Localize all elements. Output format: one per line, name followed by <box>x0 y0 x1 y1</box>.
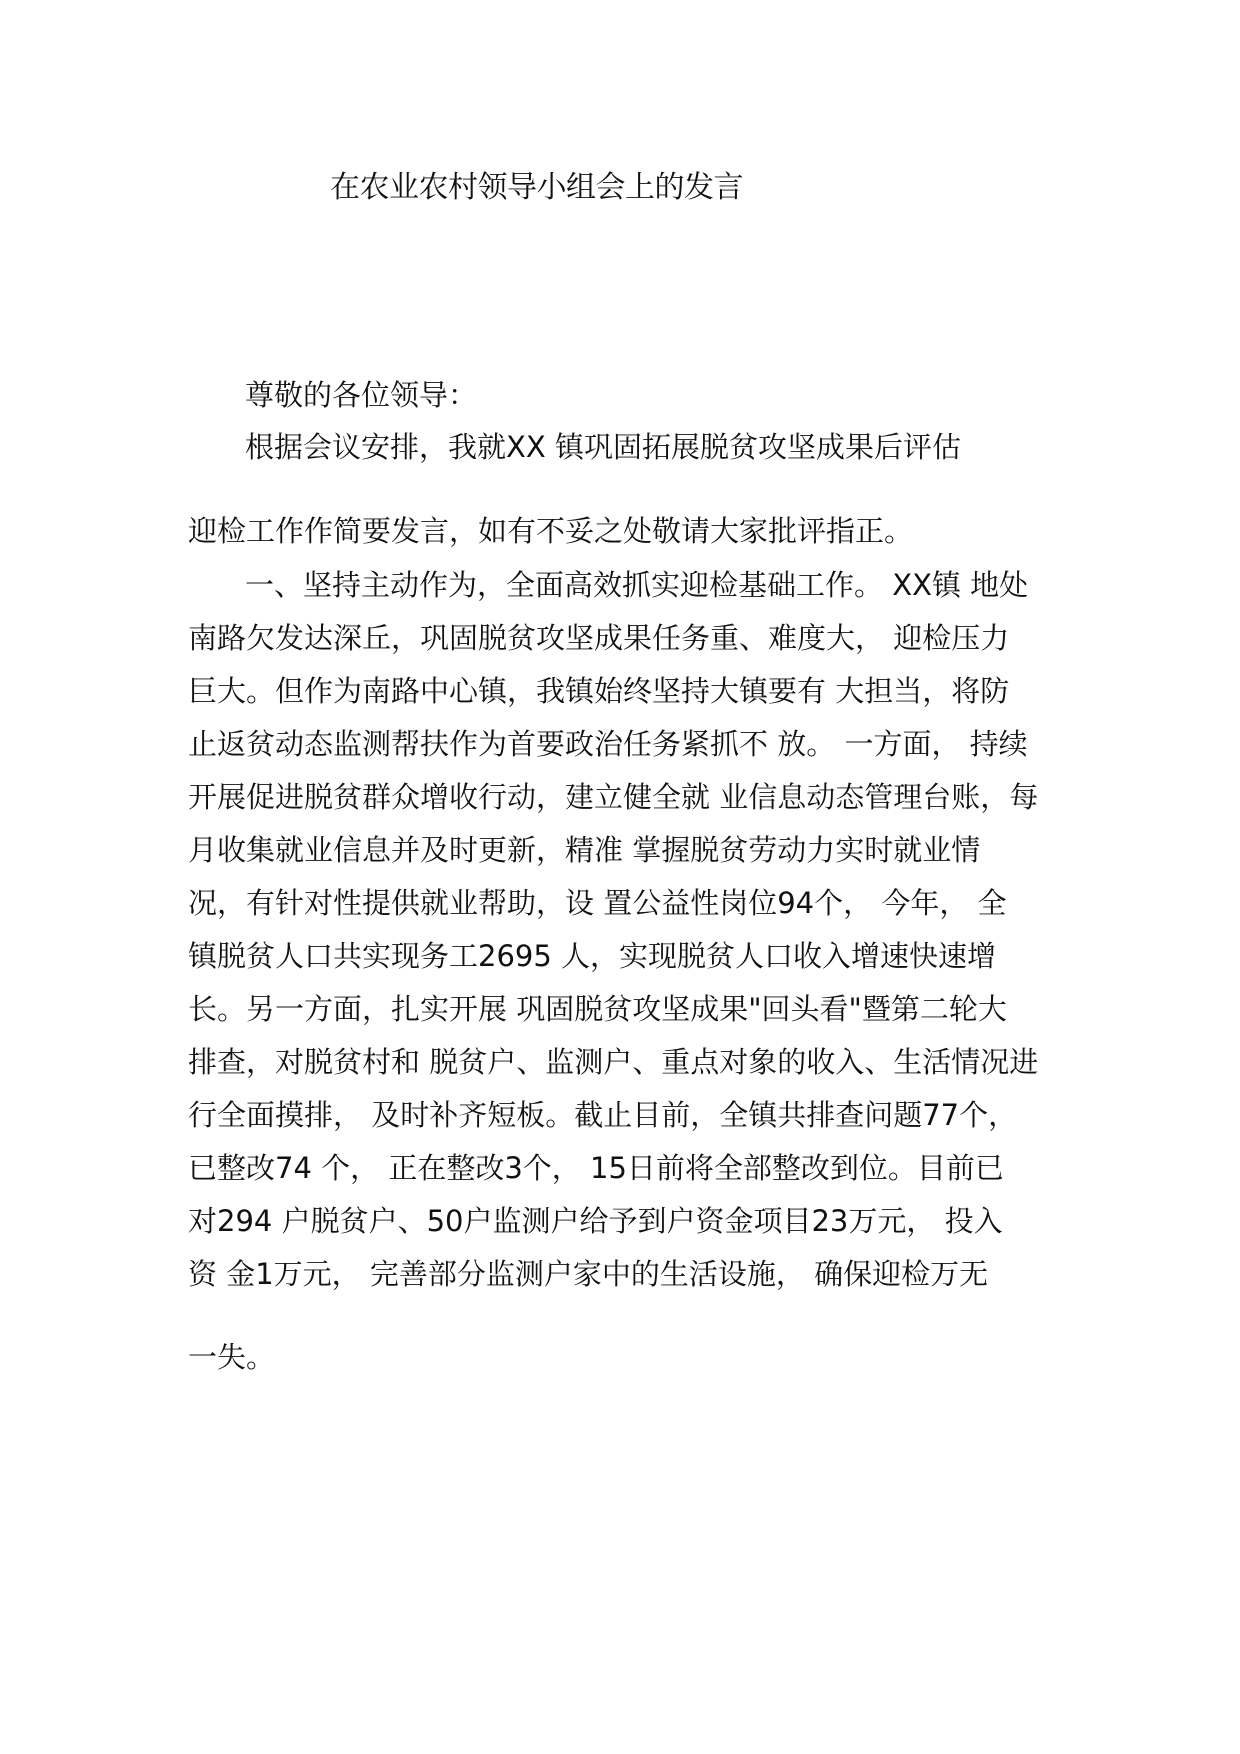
paragraph-line: 对294 户脱贫户、50户监测户给予到户资金项目23万元， 投入 <box>188 1204 1003 1238</box>
paragraph-line: 排查，对脱贫村和 脱贫户、监测户、重点对象的收入、生活情况进 <box>188 1045 1039 1079</box>
paragraph-line: 根据会议安排，我就XX 镇巩固拓展脱贫攻坚成果后评估 <box>245 430 961 464</box>
paragraph-line: 一失。 <box>188 1340 276 1374</box>
paragraph-line: 月收集就业信息并及时更新，精准 掌握脱贫劳动力实时就业情 <box>188 833 981 867</box>
paragraph-line: 迎检工作作简要发言，如有不妥之处敬请大家批评指正。 <box>188 514 914 548</box>
salutation: 尊敬的各位领导： <box>245 378 478 412</box>
paragraph-line: 止返贫动态监测帮扶作为首要政治任务紧抓不 放。 一方面， 持续 <box>188 727 1028 761</box>
paragraph-line: 况，有针对性提供就业帮助，设 置公益性岗位94个， 今年， 全 <box>188 886 1007 920</box>
paragraph-line: 资 金1万元， 完善部分监测户家中的生活设施， 确保迎检万无 <box>188 1257 989 1291</box>
paragraph-line: 已整改74 个， 正在整改3个， 15日前将全部整改到位。目前已 <box>188 1151 1004 1185</box>
paragraph-line: 南路欠发达深丘，巩固脱贫攻坚成果任务重、难度大， 迎检压力 <box>188 621 1010 655</box>
document-title: 在农业农村领导小组会上的发言 <box>330 170 743 205</box>
paragraph-line: 巨大。但作为南路中心镇，我镇始终坚持大镇要有 大担当，将防 <box>188 674 1010 708</box>
paragraph-line: 一、坚持主动作为，全面高效抓实迎检基础工作。 XX镇 地处 <box>245 568 1029 602</box>
paragraph-line: 镇脱贫人口共实现务工2695 人，实现脱贫人口收入增速快速增 <box>188 939 997 973</box>
paragraph-line: 行全面摸排， 及时补齐短板。截止目前，全镇共排查问题77个， <box>188 1098 1018 1132</box>
paragraph-line: 开展促进脱贫群众增收行动，建立健全就 业信息动态管理台账，每 <box>188 780 1039 814</box>
paragraph-line: 长。另一方面，扎实开展 巩固脱贫攻坚成果"回头看"暨第二轮大 <box>188 992 1007 1026</box>
